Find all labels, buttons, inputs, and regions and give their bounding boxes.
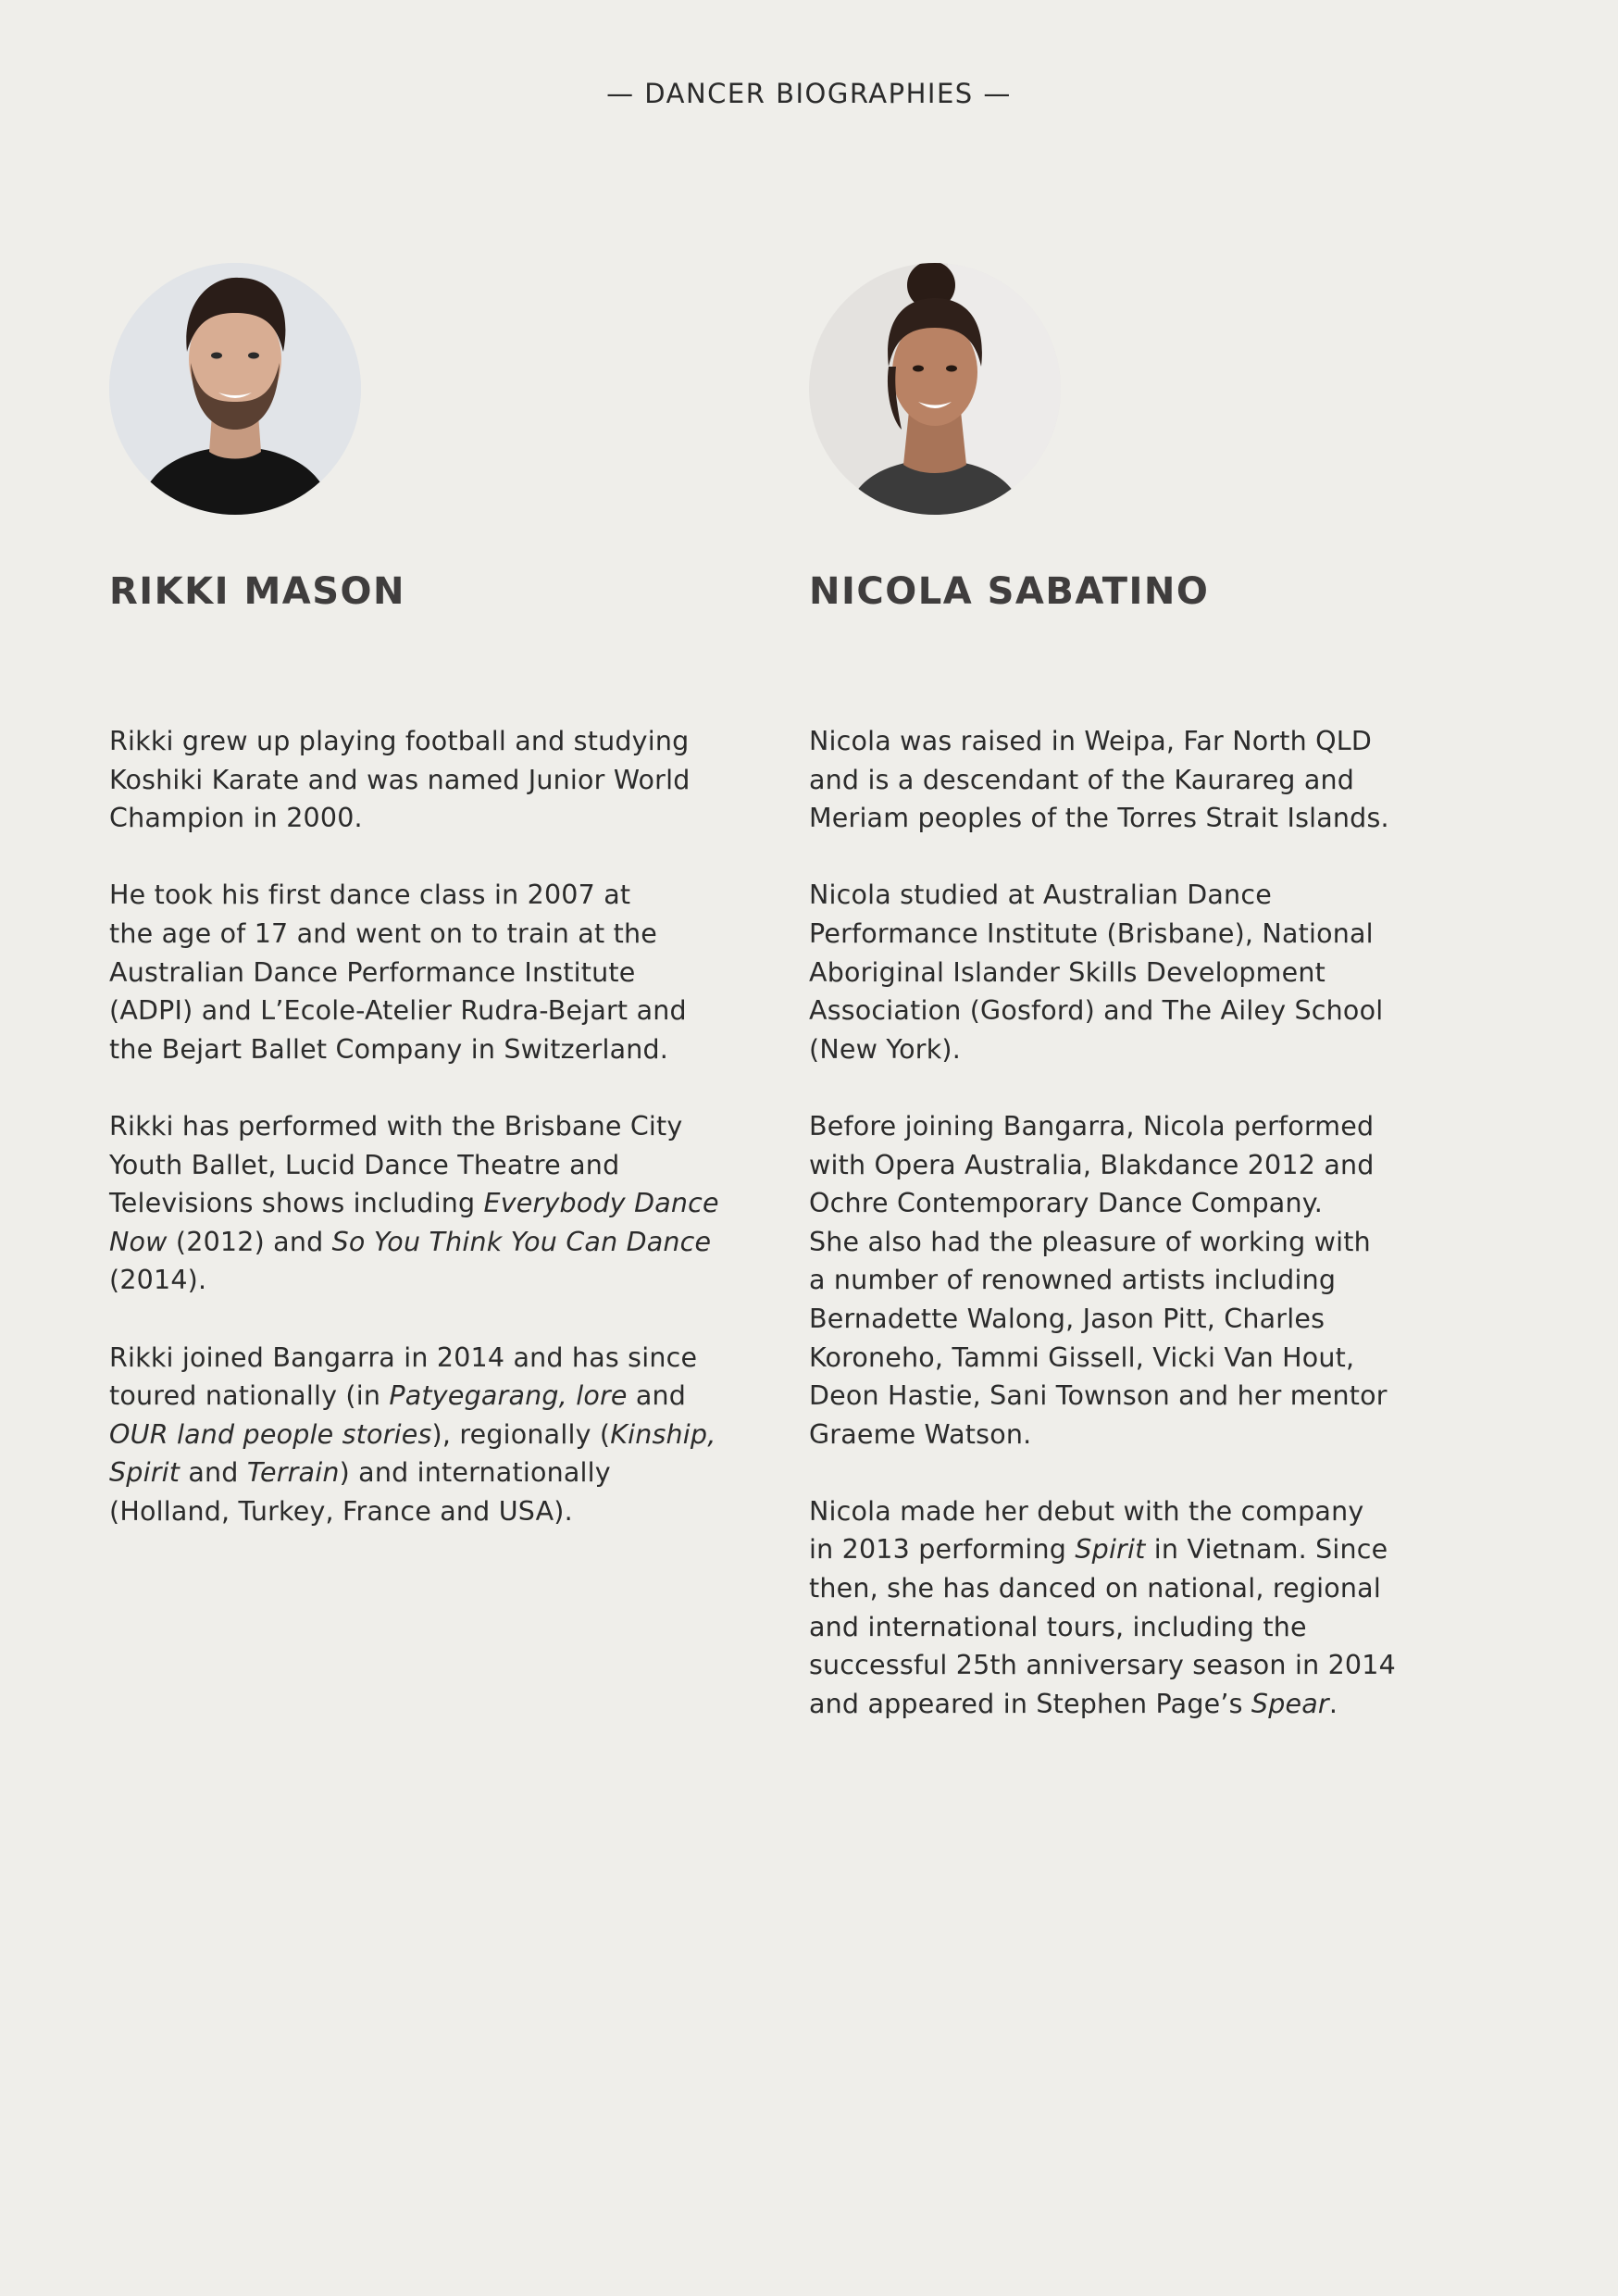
bio-line: the Bejart Ballet Company in Switzerland. [109,1033,669,1065]
bio-line: Deon Hastie, Sani Townson and her mentor [809,1380,1388,1412]
dancer-bio [809,722,1457,1762]
bio-line: Bernadette Walong, Jason Pitt, Charles [809,1303,1326,1334]
bio-text: and [180,1457,247,1489]
dancer-card-rikki-mason [109,263,757,1527]
bio-line: (New York). [809,1033,962,1065]
show-title: Now [109,1226,168,1257]
bio-line [109,1223,757,1262]
portrait-photo-icon [809,263,1061,515]
bio-line: and international tours, including the [809,1611,1307,1642]
bio-line: and is a descendant of the Kaurareg and [809,764,1355,795]
bio-paragraph [109,1107,757,1300]
bio-line: Graeme Watson. [809,1418,1032,1450]
bio-paragraph [809,1107,1457,1454]
bio-line: (2014). [109,1265,207,1296]
bio-line: Australian Dance Performance Institute [109,956,636,988]
bio-line: Rikki joined Bangarra in 2014 and has since [109,1341,698,1373]
bio-paragraph [809,876,1457,1068]
bio-line: Nicola studied at Australian Dance [809,880,1272,911]
bio-line: the age of 17 and went on to train at the [109,917,657,949]
bio-line: (Holland, Turkey, France and USA). [109,1495,573,1527]
work-title: OUR land people stories [109,1418,432,1450]
bio-line [109,1416,757,1454]
work-title: Kinship, [610,1418,716,1450]
bio-text: in 2013 performing [809,1534,1076,1566]
dancer-name: NICOLA SABATINO [809,570,1210,613]
bio-text: ), regionally ( [431,1418,611,1450]
work-title: Patyegarang, lore [389,1380,628,1412]
work-title: Terrain [246,1457,340,1489]
work-title: Spirit [109,1457,180,1489]
portrait-photo-icon [109,263,361,515]
bio-line [809,1685,1457,1724]
show-title: Everybody Dance [483,1188,719,1219]
bio-line: Meriam peoples of the Torres Strait Islands. [809,803,1389,834]
bio-line: a number of renowned artists including [809,1265,1337,1296]
bio-line [109,1184,757,1223]
bio-paragraph [109,722,757,838]
bio-text: toured nationally (in [109,1380,390,1412]
bio-line: Nicola made her debut with the company [809,1495,1364,1527]
page-header: — DANCER BIOGRAPHIES — [606,78,1012,109]
show-title: So You Think You Can Dance [331,1226,712,1257]
work-title: Spear [1251,1688,1329,1719]
bio-line: He took his first dance class in 2007 at [109,880,631,911]
bio-text: ) and internationally [339,1457,611,1489]
bio-line: (ADPI) and L’Ecole-Atelier Rudra-Bejart and [109,995,687,1027]
bio-line: Youth Ballet, Lucid Dance Theatre and [109,1149,620,1180]
bio-text: Televisions shows including [109,1188,484,1219]
bio-line: Rikki grew up playing football and studying [109,726,690,756]
bio-line: Aboriginal Islander Skills Development [809,956,1326,988]
bio-line: Ochre Contemporary Dance Company. [809,1188,1323,1219]
bio-text: and [627,1380,687,1412]
bio-text: (2012) and [167,1226,332,1257]
bio-text: in Vietnam. Since [1145,1534,1388,1566]
bio-paragraph [109,1339,757,1531]
bio-paragraph [809,1492,1457,1724]
bio-line: She also had the pleasure of working with [809,1226,1371,1257]
bio-line [109,1377,757,1416]
work-title: Spirit [1075,1534,1146,1566]
bio-line: Koshiki Karate and was named Junior World [109,764,691,795]
bio-line: Performance Institute (Brisbane), National [809,917,1374,949]
bio-line [109,1454,757,1492]
bio-line: Rikki has performed with the Brisbane City [109,1110,683,1142]
bio-paragraph [809,722,1457,838]
bio-line [809,1530,1457,1569]
bio-text: . [1328,1688,1338,1719]
bio-line: Nicola was raised in Weipa, Far North QLD [809,726,1373,756]
bio-line: Champion in 2000. [109,803,363,834]
dancer-name: RIKKI MASON [109,570,406,613]
bio-line: successful 25th anniversary season in 2014 [809,1650,1396,1681]
dancer-card-nicola-sabatino [809,263,1457,1719]
bio-line: with Opera Australia, Blakdance 2012 and [809,1149,1375,1180]
bio-line: then, she has danced on national, regional [809,1573,1381,1604]
bio-paragraph [109,876,757,1068]
bio-text: and appeared in Stephen Page’s [809,1688,1251,1719]
dancer-bio [109,722,757,1569]
bio-line: Koroneho, Tammi Gissell, Vicki Van Hout, [809,1341,1355,1373]
bio-line: Before joining Bangarra, Nicola performed [809,1110,1375,1142]
bio-line: Association (Gosford) and The Ailey School [809,995,1384,1027]
